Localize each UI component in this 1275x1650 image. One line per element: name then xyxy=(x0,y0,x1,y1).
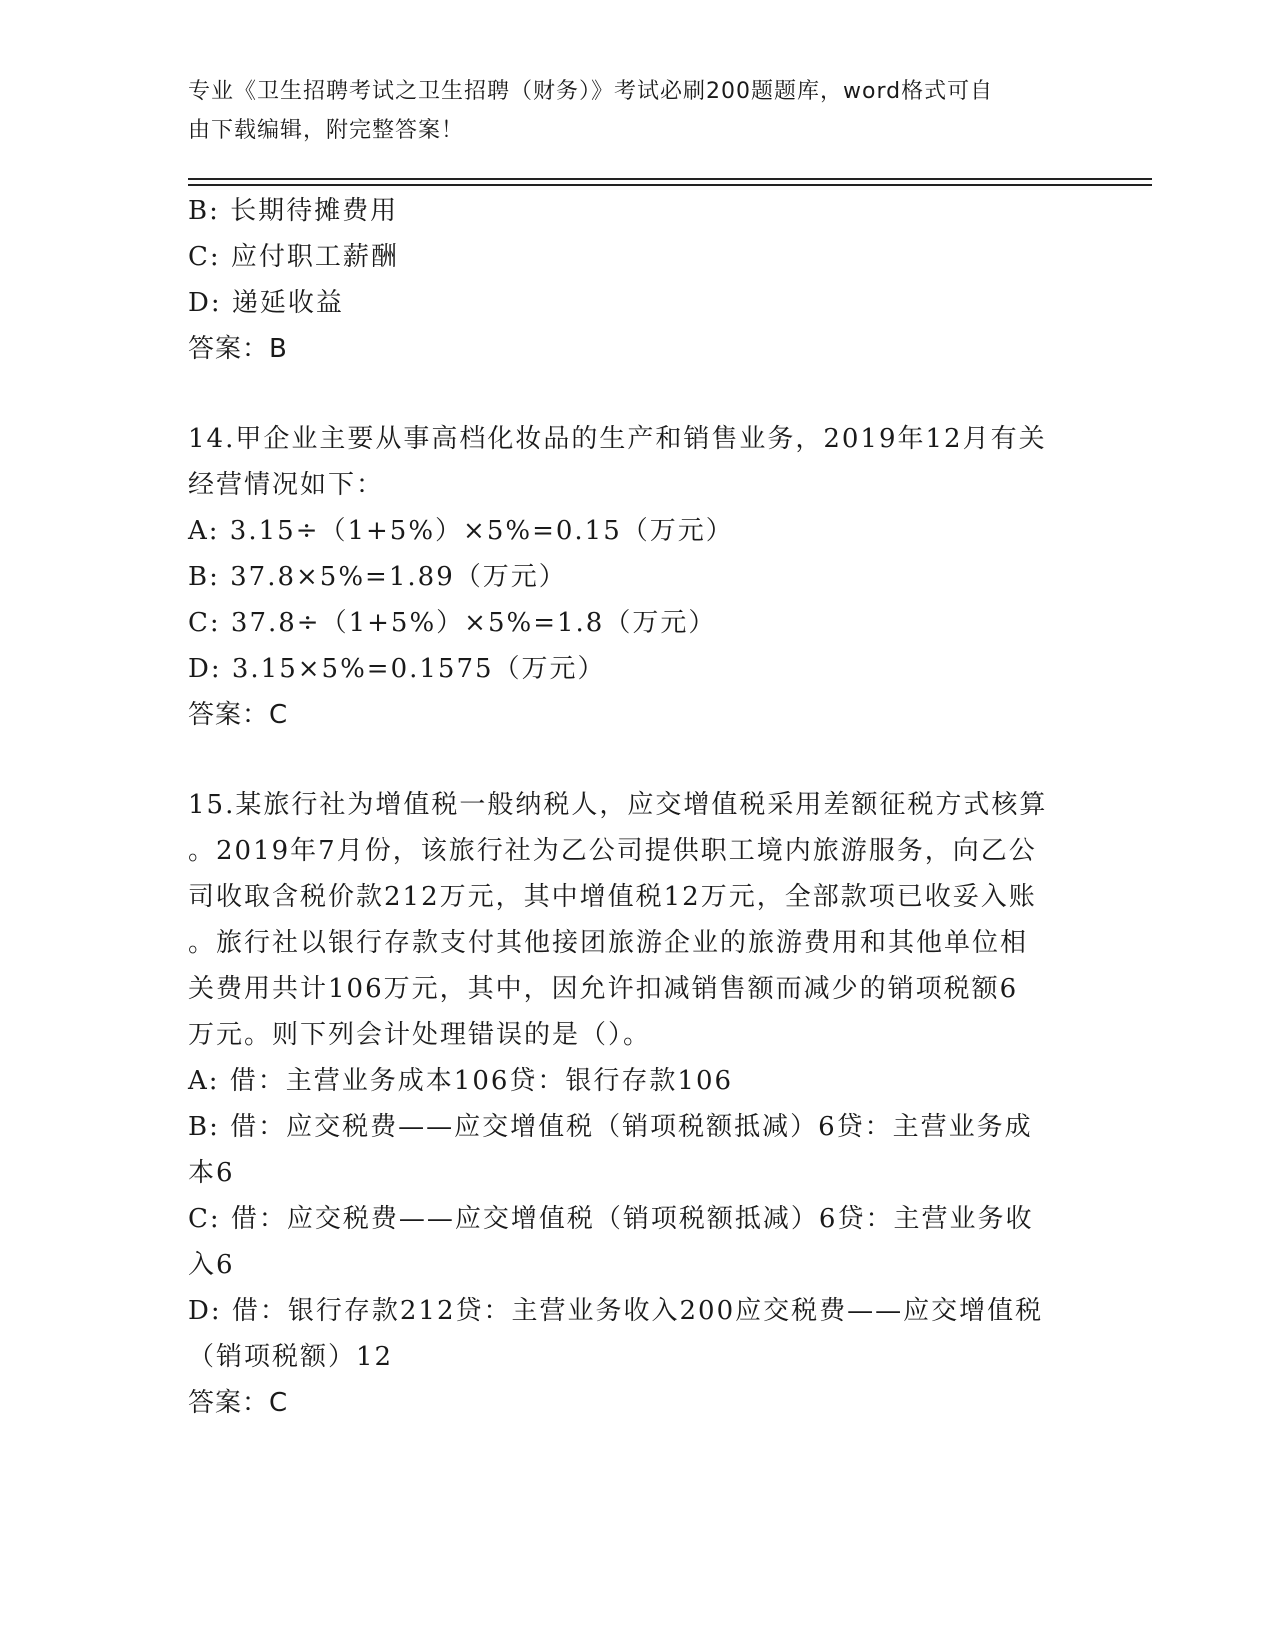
spacer xyxy=(188,738,1088,782)
answer: 答案：C xyxy=(188,700,289,730)
question-stem-line: 14.甲企业主要从事高档化妆品的生产和销售业务，2019年12月有关 xyxy=(188,424,1047,454)
question-stem-line: 司收取含税价款212万元，其中增值税12万元，全部款项已收妥入账 xyxy=(188,882,1037,912)
header-divider-bottom xyxy=(188,184,1152,186)
option-c: C: 借：应交税费——应交增值税（销项税额抵减）6贷：主营业务收 xyxy=(188,1204,1034,1234)
option-d-continued: （销项税额）12 xyxy=(188,1342,394,1372)
spacer xyxy=(188,372,1088,416)
option-b: B: 长期待摊费用 xyxy=(188,196,399,226)
question-stem-line: 。2019年7月份，该旅行社为乙公司提供职工境内旅游服务，向乙公 xyxy=(188,836,1037,866)
header-line-1: 专业《卫生招聘考试之卫生招聘（财务）》考试必刷200题题库，word格式可自 xyxy=(188,79,994,104)
option-b: B: 借：应交税费——应交增值税（销项税额抵减）6贷：主营业务成 xyxy=(188,1112,1033,1142)
option-d: D: 递延收益 xyxy=(188,288,344,318)
question-14 xyxy=(188,416,1088,738)
question-stem-line: 。旅行社以银行存款支付其他接团旅游企业的旅游费用和其他单位相 xyxy=(188,928,1029,958)
question-stem-line: 15.某旅行社为增值税一般纳税人，应交增值税采用差额征税方式核算 xyxy=(188,790,1048,820)
question-stem-line: 关费用共计106万元，其中，因允许扣减销售额而减少的销项税额6 xyxy=(188,974,1019,1004)
header-divider-top xyxy=(188,178,1152,180)
question-13-tail xyxy=(188,188,1088,372)
question-stem-line: 经营情况如下： xyxy=(188,470,385,500)
option-a: A: 3.15÷（1+5%）×5%=0.15（万元） xyxy=(188,516,734,546)
question-stem-line: 万元。则下列会计处理错误的是（）。 xyxy=(188,1020,652,1050)
option-a: A: 借：主营业务成本106贷：银行存款106 xyxy=(188,1066,734,1096)
option-b: B: 37.8×5%=1.89（万元） xyxy=(188,562,567,592)
option-c: C: 应付职工薪酬 xyxy=(188,242,399,272)
option-d: D: 3.15×5%=0.1575（万元） xyxy=(188,654,606,684)
document-header xyxy=(188,72,1068,150)
document-body xyxy=(188,188,1088,1426)
header-line-2: 由下载编辑，附完整答案！ xyxy=(188,118,465,143)
option-b-continued: 本6 xyxy=(188,1158,235,1188)
option-c-continued: 入6 xyxy=(188,1250,235,1280)
answer: 答案：C xyxy=(188,1388,289,1418)
answer: 答案：B xyxy=(188,334,288,364)
option-d: D: 借：银行存款212贷：主营业务收入200应交税费——应交增值税 xyxy=(188,1296,1044,1326)
option-c: C: 37.8÷（1+5%）×5%=1.8（万元） xyxy=(188,608,717,638)
question-15 xyxy=(188,782,1088,1426)
